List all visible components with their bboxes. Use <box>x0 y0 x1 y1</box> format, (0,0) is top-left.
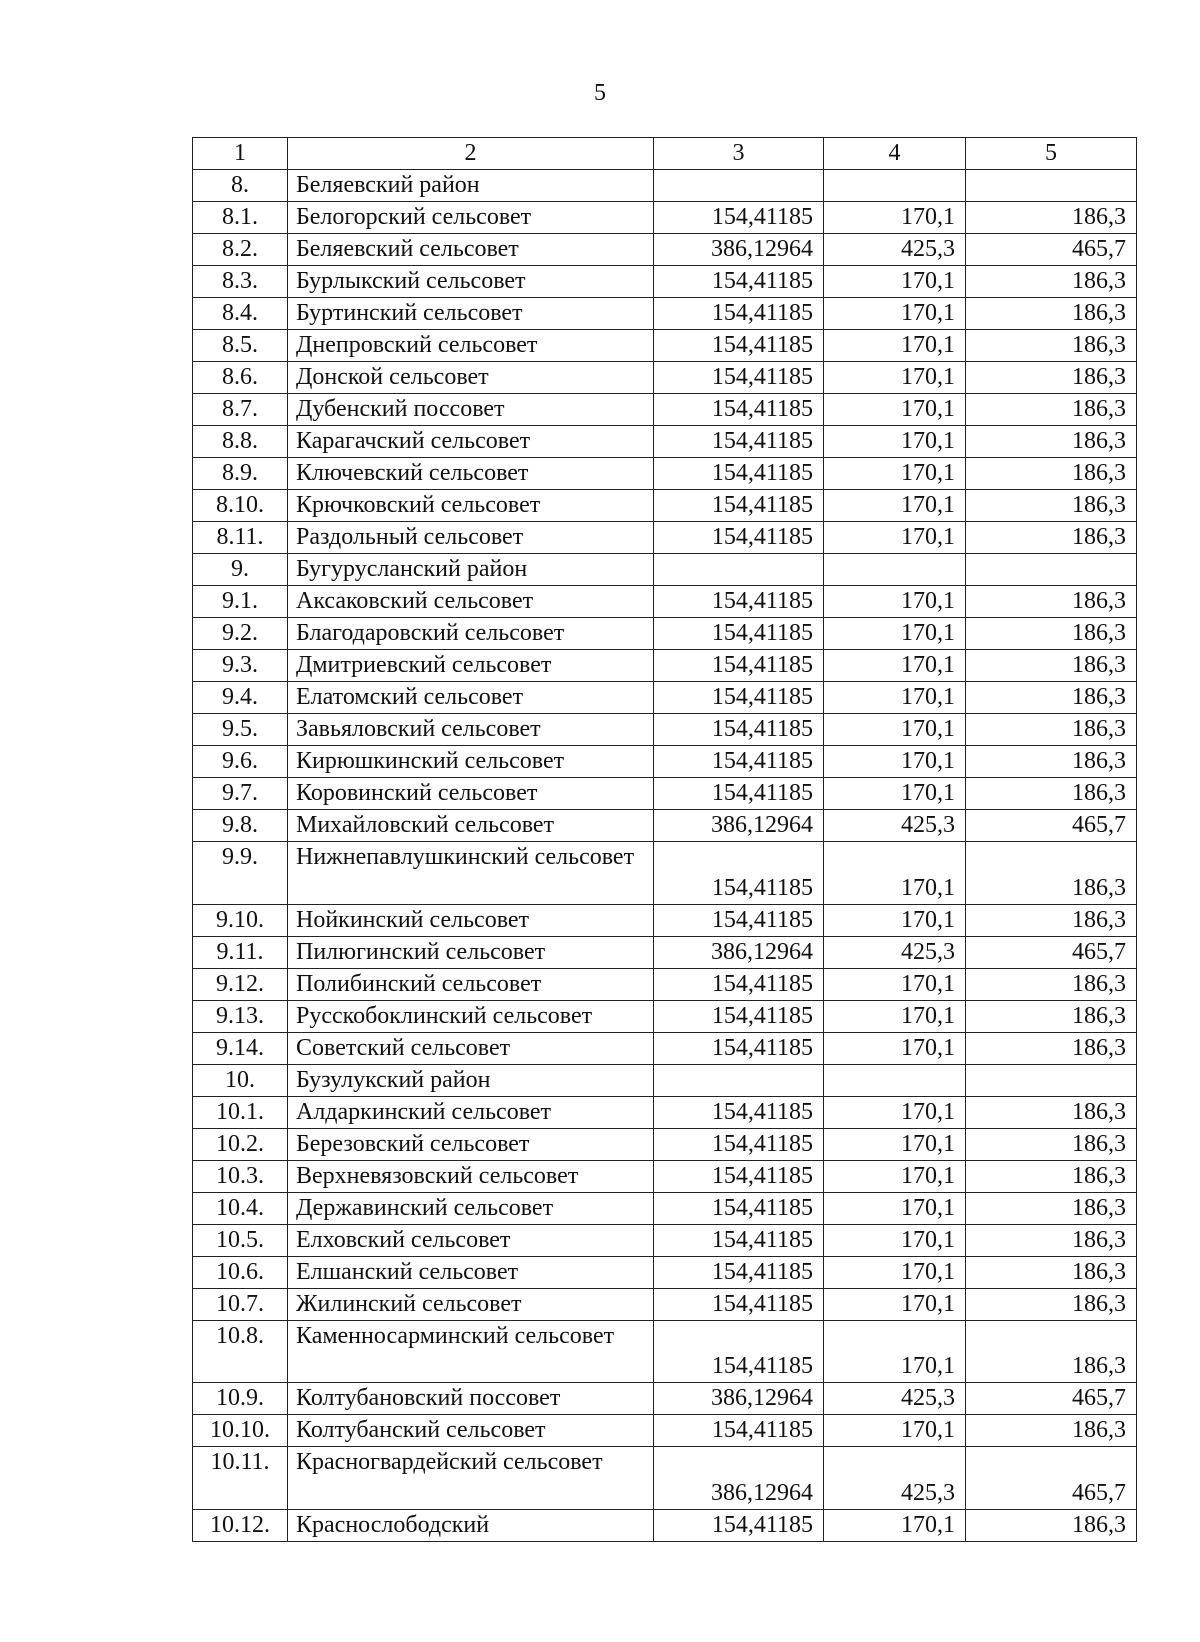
row-value-col5-cell: 186,3 <box>966 362 1137 394</box>
table-row <box>193 650 1137 682</box>
row-number-cell: 10.10. <box>193 1415 288 1447</box>
table-row <box>193 1032 1137 1064</box>
table-row <box>193 298 1137 330</box>
row-value-col4-cell: 170,1 <box>824 458 966 490</box>
row-value-col4-cell: 425,3 <box>824 1383 966 1415</box>
row-value-col3-cell: 154,41185 <box>654 1415 824 1447</box>
data-table <box>192 137 1137 1542</box>
table-row <box>193 1096 1137 1128</box>
row-value-col4-cell: 170,1 <box>824 394 966 426</box>
row-number-cell: 9.14. <box>193 1032 288 1064</box>
row-number-cell: 8.3. <box>193 266 288 298</box>
row-number-cell: 10.8. <box>193 1320 288 1383</box>
row-value-col5-cell: 186,3 <box>966 298 1137 330</box>
row-number-cell: 9.5. <box>193 714 288 746</box>
table-row <box>193 330 1137 362</box>
table-row <box>193 1509 1137 1541</box>
row-value-col4-cell: 170,1 <box>824 1128 966 1160</box>
row-value-col3-cell: 154,41185 <box>654 586 824 618</box>
row-name-cell: Алдаркинский сельсовет <box>288 1096 654 1128</box>
row-value-col5-cell: 186,3 <box>966 842 1137 905</box>
row-value-col5-cell <box>966 1064 1137 1096</box>
row-value-col3-cell: 154,41185 <box>654 968 824 1000</box>
row-value-col4-cell: 170,1 <box>824 202 966 234</box>
row-value-col4-cell: 170,1 <box>824 1224 966 1256</box>
row-value-col5-cell: 186,3 <box>966 1415 1137 1447</box>
row-value-col4-cell: 170,1 <box>824 362 966 394</box>
row-value-col4-cell: 170,1 <box>824 904 966 936</box>
row-name-cell: Колтубановский поссовет <box>288 1383 654 1415</box>
row-number-cell: 8. <box>193 170 288 202</box>
table-row <box>193 714 1137 746</box>
header-cell-1: 1 <box>193 138 288 170</box>
row-number-cell: 9.10. <box>193 904 288 936</box>
table-row <box>193 1383 1137 1415</box>
table-row <box>193 1064 1137 1096</box>
table-row <box>193 426 1137 458</box>
row-value-col3-cell: 154,41185 <box>654 202 824 234</box>
row-name-cell: Березовский сельсовет <box>288 1128 654 1160</box>
row-value-col3-cell: 154,41185 <box>654 1192 824 1224</box>
row-number-cell: 9.6. <box>193 746 288 778</box>
row-name-cell: Донской сельсовет <box>288 362 654 394</box>
row-value-col3-cell: 154,41185 <box>654 298 824 330</box>
row-name-cell: Кирюшкинский сельсовет <box>288 746 654 778</box>
row-value-col4-cell: 170,1 <box>824 1000 966 1032</box>
table-row <box>193 1160 1137 1192</box>
row-value-col5-cell: 186,3 <box>966 266 1137 298</box>
row-name-cell: Крючковский сельсовет <box>288 490 654 522</box>
row-value-col3-cell: 386,12964 <box>654 810 824 842</box>
row-name-cell: Карагачский сельсовет <box>288 426 654 458</box>
row-number-cell: 10.12. <box>193 1509 288 1541</box>
table-row <box>193 618 1137 650</box>
row-number-cell: 9.12. <box>193 968 288 1000</box>
row-value-col4-cell <box>824 554 966 586</box>
row-value-col3-cell: 154,41185 <box>654 714 824 746</box>
row-number-cell: 8.9. <box>193 458 288 490</box>
header-cell-2: 2 <box>288 138 654 170</box>
row-value-col3-cell: 154,41185 <box>654 1256 824 1288</box>
row-number-cell: 8.5. <box>193 330 288 362</box>
row-value-col4-cell: 170,1 <box>824 1032 966 1064</box>
row-value-col5-cell: 186,3 <box>966 1224 1137 1256</box>
table-row <box>193 936 1137 968</box>
row-value-col5-cell: 186,3 <box>966 1320 1137 1383</box>
row-value-col3-cell: 386,12964 <box>654 1447 824 1510</box>
row-value-col4-cell: 170,1 <box>824 426 966 458</box>
row-value-col4-cell: 170,1 <box>824 1509 966 1541</box>
row-value-col4-cell: 425,3 <box>824 810 966 842</box>
table-row <box>193 1415 1137 1447</box>
row-value-col4-cell: 170,1 <box>824 586 966 618</box>
table-row <box>193 1224 1137 1256</box>
row-value-col3-cell: 154,41185 <box>654 330 824 362</box>
row-value-col3-cell: 154,41185 <box>654 490 824 522</box>
row-number-cell: 9.7. <box>193 778 288 810</box>
row-name-cell: Раздольный сельсовет <box>288 522 654 554</box>
row-number-cell: 10.11. <box>193 1447 288 1510</box>
row-name-cell: Колтубанский сельсовет <box>288 1415 654 1447</box>
row-name-cell: Буртинский сельсовет <box>288 298 654 330</box>
row-name-cell: Коровинский сельсовет <box>288 778 654 810</box>
row-value-col3-cell: 154,41185 <box>654 1320 824 1383</box>
row-value-col4-cell: 170,1 <box>824 968 966 1000</box>
row-number-cell: 10. <box>193 1064 288 1096</box>
row-name-cell: Пилюгинский сельсовет <box>288 936 654 968</box>
row-value-col4-cell: 170,1 <box>824 1415 966 1447</box>
row-number-cell: 10.5. <box>193 1224 288 1256</box>
row-value-col5-cell: 186,3 <box>966 426 1137 458</box>
row-value-col5-cell: 465,7 <box>966 234 1137 266</box>
row-name-cell: Днепровский сельсовет <box>288 330 654 362</box>
header-cell-4: 4 <box>824 138 966 170</box>
row-value-col5-cell: 186,3 <box>966 394 1137 426</box>
table-row <box>193 778 1137 810</box>
row-value-col5-cell: 186,3 <box>966 458 1137 490</box>
row-number-cell: 10.4. <box>193 1192 288 1224</box>
row-name-cell: Елховский сельсовет <box>288 1224 654 1256</box>
row-value-col5-cell: 186,3 <box>966 968 1137 1000</box>
table-header-row <box>193 138 1137 170</box>
row-number-cell: 9.13. <box>193 1000 288 1032</box>
table-row <box>193 842 1137 905</box>
row-value-col4-cell: 170,1 <box>824 682 966 714</box>
row-name-cell: Верхневязовский сельсовет <box>288 1160 654 1192</box>
row-value-col4-cell: 170,1 <box>824 842 966 905</box>
table-row <box>193 904 1137 936</box>
row-name-cell: Бурлыкский сельсовет <box>288 266 654 298</box>
row-number-cell: 8.4. <box>193 298 288 330</box>
row-value-col3-cell: 154,41185 <box>654 904 824 936</box>
row-value-col3-cell: 154,41185 <box>654 362 824 394</box>
row-name-cell: Жилинский сельсовет <box>288 1288 654 1320</box>
row-number-cell: 8.7. <box>193 394 288 426</box>
row-value-col4-cell: 170,1 <box>824 1320 966 1383</box>
table-row <box>193 202 1137 234</box>
row-value-col5-cell: 186,3 <box>966 904 1137 936</box>
row-name-cell: Ключевский сельсовет <box>288 458 654 490</box>
row-value-col3-cell: 386,12964 <box>654 234 824 266</box>
row-name-cell: Бугурусланский район <box>288 554 654 586</box>
row-value-col3-cell: 154,41185 <box>654 842 824 905</box>
row-value-col5-cell <box>966 554 1137 586</box>
row-number-cell: 10.9. <box>193 1383 288 1415</box>
row-name-cell: Краснослободский <box>288 1509 654 1541</box>
row-value-col4-cell: 170,1 <box>824 746 966 778</box>
row-name-cell: Елатомский сельсовет <box>288 682 654 714</box>
row-name-cell: Елшанский сельсовет <box>288 1256 654 1288</box>
row-value-col5-cell: 186,3 <box>966 490 1137 522</box>
row-name-cell: Дубенский поссовет <box>288 394 654 426</box>
row-value-col3-cell: 154,41185 <box>654 746 824 778</box>
table-row <box>193 968 1137 1000</box>
row-value-col5-cell: 186,3 <box>966 330 1137 362</box>
row-value-col4-cell: 170,1 <box>824 1256 966 1288</box>
row-number-cell: 8.1. <box>193 202 288 234</box>
table-row <box>193 1320 1137 1383</box>
row-value-col5-cell: 186,3 <box>966 1256 1137 1288</box>
row-value-col3-cell: 154,41185 <box>654 1128 824 1160</box>
row-name-cell: Михайловский сельсовет <box>288 810 654 842</box>
row-value-col3-cell: 154,41185 <box>654 458 824 490</box>
row-value-col3-cell: 154,41185 <box>654 1288 824 1320</box>
row-value-col5-cell: 186,3 <box>966 1128 1137 1160</box>
page-number: 5 <box>594 80 606 106</box>
row-value-col4-cell: 170,1 <box>824 330 966 362</box>
row-name-cell: Завьяловский сельсовет <box>288 714 654 746</box>
row-number-cell: 9.11. <box>193 936 288 968</box>
row-value-col4-cell: 170,1 <box>824 266 966 298</box>
table-row <box>193 554 1137 586</box>
row-name-cell: Благодаровский сельсовет <box>288 618 654 650</box>
row-value-col4-cell: 170,1 <box>824 778 966 810</box>
row-value-col3-cell: 154,41185 <box>654 778 824 810</box>
row-value-col3-cell: 154,41185 <box>654 394 824 426</box>
row-value-col3-cell: 154,41185 <box>654 682 824 714</box>
table-row <box>193 810 1137 842</box>
row-value-col3-cell: 386,12964 <box>654 936 824 968</box>
table-row <box>193 746 1137 778</box>
row-value-col5-cell: 186,3 <box>966 586 1137 618</box>
row-value-col5-cell: 186,3 <box>966 618 1137 650</box>
table-row <box>193 586 1137 618</box>
table-row <box>193 1288 1137 1320</box>
table-body <box>193 138 1137 1542</box>
row-value-col4-cell: 170,1 <box>824 650 966 682</box>
table-row <box>193 362 1137 394</box>
row-value-col4-cell: 170,1 <box>824 714 966 746</box>
table-row <box>193 1000 1137 1032</box>
row-name-cell: Нижнепавлушкинский сельсовет <box>288 842 654 905</box>
row-name-cell: Белогорский сельсовет <box>288 202 654 234</box>
row-name-cell: Аксаковский сельсовет <box>288 586 654 618</box>
header-cell-5: 5 <box>966 138 1137 170</box>
row-value-col5-cell: 186,3 <box>966 1096 1137 1128</box>
row-name-cell: Нойкинский сельсовет <box>288 904 654 936</box>
row-value-col5-cell: 465,7 <box>966 936 1137 968</box>
row-number-cell: 10.7. <box>193 1288 288 1320</box>
row-number-cell: 10.2. <box>193 1128 288 1160</box>
row-value-col5-cell: 186,3 <box>966 1288 1137 1320</box>
row-value-col4-cell: 170,1 <box>824 298 966 330</box>
row-number-cell: 9.2. <box>193 618 288 650</box>
row-value-col4-cell: 170,1 <box>824 490 966 522</box>
row-value-col3-cell: 154,41185 <box>654 1096 824 1128</box>
row-value-col4-cell: 425,3 <box>824 234 966 266</box>
row-number-cell: 9.3. <box>193 650 288 682</box>
row-value-col5-cell: 186,3 <box>966 1192 1137 1224</box>
row-name-cell: Беляевский район <box>288 170 654 202</box>
row-number-cell: 9.8. <box>193 810 288 842</box>
table-row <box>193 266 1137 298</box>
row-value-col3-cell <box>654 170 824 202</box>
row-value-col5-cell: 186,3 <box>966 202 1137 234</box>
row-number-cell: 8.11. <box>193 522 288 554</box>
row-value-col4-cell <box>824 1064 966 1096</box>
row-value-col5-cell: 186,3 <box>966 682 1137 714</box>
row-value-col3-cell <box>654 554 824 586</box>
row-name-cell: Беляевский сельсовет <box>288 234 654 266</box>
row-value-col3-cell: 154,41185 <box>654 426 824 458</box>
table-row <box>193 234 1137 266</box>
table-row <box>193 1192 1137 1224</box>
row-value-col5-cell: 186,3 <box>966 1000 1137 1032</box>
table-row <box>193 490 1137 522</box>
row-number-cell: 10.3. <box>193 1160 288 1192</box>
row-name-cell: Державинский сельсовет <box>288 1192 654 1224</box>
row-name-cell: Полибинский сельсовет <box>288 968 654 1000</box>
row-value-col4-cell: 425,3 <box>824 936 966 968</box>
row-value-col5-cell <box>966 170 1137 202</box>
table-row <box>193 1447 1137 1510</box>
row-value-col4-cell <box>824 170 966 202</box>
row-name-cell: Красногвардейский сельсовет <box>288 1447 654 1510</box>
row-number-cell: 9.1. <box>193 586 288 618</box>
row-number-cell: 9. <box>193 554 288 586</box>
row-number-cell: 10.6. <box>193 1256 288 1288</box>
table-row <box>193 522 1137 554</box>
row-value-col3-cell: 154,41185 <box>654 650 824 682</box>
table-row <box>193 394 1137 426</box>
row-value-col5-cell: 186,3 <box>966 522 1137 554</box>
row-value-col5-cell: 186,3 <box>966 1509 1137 1541</box>
row-value-col5-cell: 186,3 <box>966 1032 1137 1064</box>
row-number-cell: 8.10. <box>193 490 288 522</box>
row-value-col3-cell: 386,12964 <box>654 1383 824 1415</box>
row-value-col4-cell: 170,1 <box>824 1160 966 1192</box>
header-cell-3: 3 <box>654 138 824 170</box>
row-value-col5-cell: 186,3 <box>966 650 1137 682</box>
table-row <box>193 458 1137 490</box>
row-value-col4-cell: 170,1 <box>824 618 966 650</box>
table-row <box>193 170 1137 202</box>
row-number-cell: 8.2. <box>193 234 288 266</box>
row-value-col4-cell: 170,1 <box>824 522 966 554</box>
row-value-col4-cell: 170,1 <box>824 1192 966 1224</box>
row-value-col4-cell: 170,1 <box>824 1096 966 1128</box>
row-name-cell: Советский сельсовет <box>288 1032 654 1064</box>
row-value-col3-cell: 154,41185 <box>654 1000 824 1032</box>
row-value-col4-cell: 425,3 <box>824 1447 966 1510</box>
row-number-cell: 8.6. <box>193 362 288 394</box>
row-value-col3-cell: 154,41185 <box>654 1032 824 1064</box>
row-value-col4-cell: 170,1 <box>824 1288 966 1320</box>
row-name-cell: Дмитриевский сельсовет <box>288 650 654 682</box>
row-number-cell: 10.1. <box>193 1096 288 1128</box>
row-name-cell: Каменносарминский сельсовет <box>288 1320 654 1383</box>
row-value-col5-cell: 186,3 <box>966 1160 1137 1192</box>
row-value-col3-cell: 154,41185 <box>654 618 824 650</box>
row-value-col3-cell: 154,41185 <box>654 522 824 554</box>
row-value-col5-cell: 186,3 <box>966 746 1137 778</box>
row-value-col3-cell: 154,41185 <box>654 1509 824 1541</box>
row-number-cell: 8.8. <box>193 426 288 458</box>
row-value-col3-cell <box>654 1064 824 1096</box>
row-value-col5-cell: 465,7 <box>966 810 1137 842</box>
row-value-col5-cell: 186,3 <box>966 714 1137 746</box>
table-row <box>193 682 1137 714</box>
row-name-cell: Бузулукский район <box>288 1064 654 1096</box>
row-value-col3-cell: 154,41185 <box>654 1224 824 1256</box>
row-value-col5-cell: 186,3 <box>966 778 1137 810</box>
row-value-col5-cell: 465,7 <box>966 1383 1137 1415</box>
table-row <box>193 1128 1137 1160</box>
row-value-col3-cell: 154,41185 <box>654 1160 824 1192</box>
row-value-col5-cell: 465,7 <box>966 1447 1137 1510</box>
row-name-cell: Русскобоклинский сельсовет <box>288 1000 654 1032</box>
row-number-cell: 9.4. <box>193 682 288 714</box>
row-value-col3-cell: 154,41185 <box>654 266 824 298</box>
table-row <box>193 1256 1137 1288</box>
row-number-cell: 9.9. <box>193 842 288 905</box>
